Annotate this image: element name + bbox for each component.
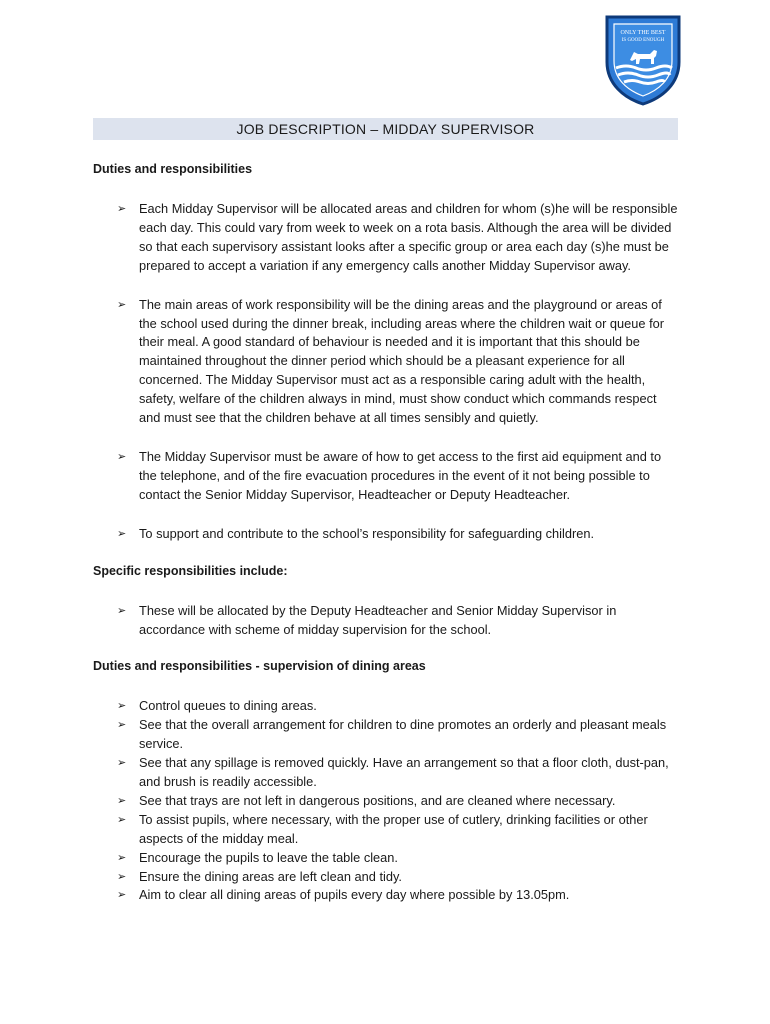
dining-list: [93, 697, 678, 905]
svg-text:IS GOOD ENOUGH: IS GOOD ENOUGH: [621, 38, 665, 43]
arrow-bullet-icon: ➢: [117, 870, 127, 883]
arrow-bullet-icon: ➢: [117, 794, 127, 807]
arrow-bullet-icon: ➢: [117, 604, 127, 617]
specific-list: [93, 602, 678, 640]
section-heading-duties: Duties and responsibilities: [93, 162, 253, 176]
section-heading-specific: Specific responsibilities include:: [93, 563, 288, 578]
list-item: ➢ See that any spillage is removed quickly. Have an arrangement so that a floor cloth, dust-pan, and brush is readily accessible.: [117, 755, 669, 790]
list-item: ➢ Encourage the pupils to leave the table clean.: [93, 849, 678, 868]
list-item: ➢ To assist pupils, where necessary, with the proper use of cutlery, drinking facilities or other aspects of the midday meal.: [117, 811, 648, 846]
document-title: [93, 118, 678, 140]
arrow-bullet-icon: ➢: [117, 700, 127, 713]
list-item: ➢ Control queues to dining areas.: [93, 697, 678, 716]
arrow-bullet-icon: ➢: [117, 757, 127, 770]
list-item: ➢ See that trays are not left in dangerous positions, and are cleaned where necessary.: [93, 792, 678, 811]
list-item: ➢ To support and contribute to the school’s responsibility for safeguarding children.: [93, 525, 678, 544]
list-item: ➢ Ensure the dining areas are left clean and tidy.: [93, 868, 678, 887]
arrow-bullet-icon: ➢: [117, 889, 127, 902]
list-item: ➢ Aim to clear all dining areas of pupils every day where possible by 13.05pm.: [93, 886, 678, 905]
list-item: ➢ These will be allocated by the Deputy Headteacher and Senior Midday Supervisor in accordance with scheme of midday supervision for the school.: [117, 602, 617, 637]
arrow-bullet-icon: ➢: [117, 203, 127, 215]
list-item: ➢ See that the overall arrangement for children to dine promotes an orderly and pleasant meals service.: [117, 717, 667, 752]
school-crest-logo: [604, 14, 682, 106]
arrow-bullet-icon: ➢: [117, 851, 127, 864]
list-item: ➢ The Midday Supervisor must be aware of how to get access to the first aid equipment and to the telephone, and of the fire evacuation procedures in the event of it not being possible to contact the Senior Midday Supervisor, Headteacher or Deputy Headteacher.: [117, 448, 662, 502]
list-item: ➢ The main areas of work responsibility will be the dining areas and the playground or areas of the school used during the dinner break, including areas where the children wait or queue for their meal. A good standard of behaviour is needed and it is important that this should be maintained throughout the dinner period which should be a pleasant experience for all concerned. The Midday Supervisor must act as a responsible caring adult with the health, safety, welfare of the children always in mind, must show conduct which commands respect and must see that the children behave at all times sensibly and quietly.: [117, 296, 664, 426]
duties-list: [93, 200, 678, 544]
list-item: ➢ Each Midday Supervisor will be allocated areas and children for whom (s)he will be responsible each day. This could vary from week to week on a rota basis. Although the area will be divided so that each supervisory assistant looks after a specific group or area each day (s)he must be prepared to accept a variation if any emergency calls another Midday Supervisor away.: [117, 201, 678, 273]
document-title-text: JOB DESCRIPTION – MIDDAY SUPERVISOR: [236, 121, 535, 137]
section-heading-dining: Duties and responsibilities - supervision of dining areas: [93, 659, 426, 674]
arrow-bullet-icon: ➢: [117, 813, 127, 826]
svg-text:ONLY THE BEST: ONLY THE BEST: [620, 30, 666, 36]
arrow-bullet-icon: ➢: [117, 298, 127, 311]
document-body: [93, 160, 678, 905]
arrow-bullet-icon: ➢: [117, 450, 127, 463]
arrow-bullet-icon: ➢: [117, 527, 127, 540]
arrow-bullet-icon: ➢: [117, 719, 127, 732]
